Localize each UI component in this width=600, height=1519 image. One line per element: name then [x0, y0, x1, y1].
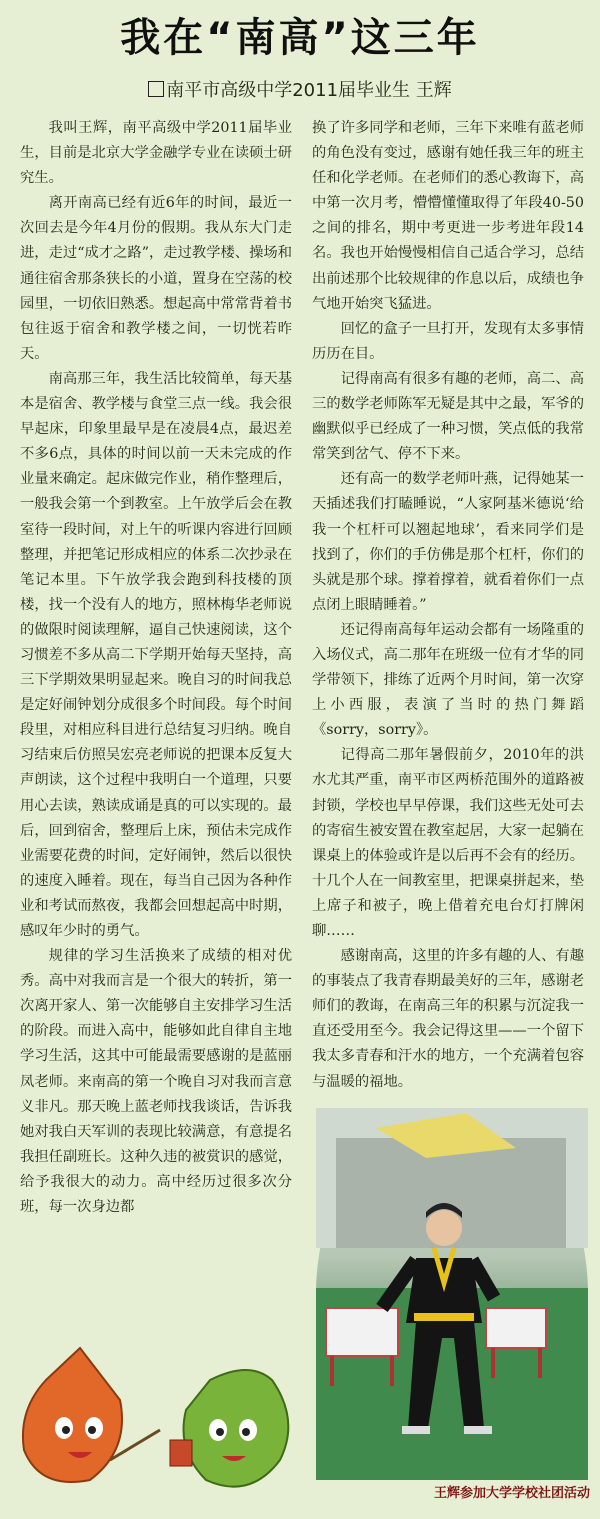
leaf-mascots-icon — [10, 1340, 310, 1510]
paragraph: 还有高一的数学老师叶燕，记得她某一天插述我们打瞌睡说，“人家阿基米德说‘给我一个杠杆可以翘起地球’，看来同学们是找到了，你们的手仿佛是那个杠杆，你们的头就是那个球。撑着撑着，就看着你们一点点闭上眼睛睡着。” — [312, 471, 584, 613]
event-photo — [316, 1108, 588, 1480]
article-title: 我在“南高”这三年 — [120, 15, 480, 61]
paragraph: 我叫王辉，南平高级中学2011届毕业生，目前是北京大学金融学专业在读硕士研究生。 — [20, 120, 292, 187]
byline — [0, 76, 600, 102]
paragraph: 还记得南高每年运动会都有一场隆重的入场仪式，高二那年在班级一位有才华的同学带领下，排练了近两个月时间，第一次穿上小西服，表演了当时的热门舞蹈《sorry，sorry》。 — [312, 621, 584, 739]
paragraph: 回忆的盒子一旦打开，发现有太多事情历历在目。 — [312, 320, 584, 362]
paragraph: 记得高二那年暑假前夕，2010年的洪水尤其严重，南平市区两桥范围外的道路被封锁，学校也早早停课，我们这些无处可去的寄宿生被安置在教室起居，大家一起躺在课桌上的体验或许是以后再不会有的经历。十几个人在一间教室里，把课桌拼起来，垫上席子和被子，晚上借着充电台灯打牌闲聊…… — [312, 747, 584, 939]
photo-caption: 王辉参加大学学校社团活动 — [433, 1486, 590, 1501]
paragraph: 南高那三年，我生活比较简单，每天基本是宿舍、教学楼与食堂三点一线。我会很早起床，印象里最早是在凌晨4点，最迟差不多6点，具体的时间以前一天未完成的作业量来确定。起床做完作业，稍作整理后，一般我会第一个到教室。上午放学后会在教室待一段时间，对上午的听课内容进行回顾整理，并把笔记形成相应的体系二次抄录在笔记本里。下午放学我会跑到科技楼的顶楼，找一个没有人的地方，照林梅华老师说的做限时阅读理解，逼自己快速阅读，这个习惯差不多从高二下学期开始每天坚持，高三下学期效果明显起来。晚自习的时间我总是定好闹钟划分成很多个时间段。每个时间段里，对相应科目进行总结复习归纳。晚自习结束后仿照吴宏亮老师说的把课本反复大声朗读，这个过程中我明白一个道理，只要用心去读，熟读成诵是真的可以实现的。最后，回到宿舍，整理后上床，预估未完成作业需要花费的时间，定好闹钟，然后以很快的速度入睡着。现在，每当自己因为各种作业和考试而熬夜，我都会回想起高中时期，感叹年少时的勇气。 — [20, 370, 292, 939]
paragraph: 感谢南高，这里的许多有趣的人、有趣的事装点了我青春期最美好的三年，感谢老师们的教诲，在南高三年的积累与沉淀我一直还受用至今。我会记得这里——一个留下我太多青春和汗水的地方，一个充满着包容与温暖的福地。 — [312, 948, 584, 1090]
square-bullet-icon — [148, 81, 164, 97]
mascot-illustration — [10, 1340, 310, 1510]
paragraph: 规律的学习生活换来了成绩的相对优秀。高中对我而言是一个很大的转折，第一次离开家人、第一次能够自主安排学习生活的阶段。而进入高中，能够如此自律自主地学习生活，这其中可能最需要感谢的是蓝丽凤老师。来南高的第一个晚自习对我而言意义非凡。那天晚上蓝老师找我谈话，告诉我她对我白天军训的表现比较满意，有意提名我担任副班长。这种久违的被赏识的感觉，给予我很大的动力。高中经历过很多次分班，每一次身边都 — [20, 948, 292, 1216]
paragraph: 换了许多同学和老师，三年下来唯有蓝老师的角色没有变过，感谢有她任我三年的班主任和化学老师。在老师们的悉心教诲下，高中第一次月考，懵懵懂懂取得了年段40-50之间的排名，期中考更进一步考进年段14名。我也开始慢慢相信自己适合学习，总结出前述那个比较规律的作息以后，成绩也争气地开始突飞猛进。 — [312, 120, 584, 312]
right-column — [312, 116, 584, 1090]
paragraph: 离开南高已经有近6年的时间，最近一次回去是今年4月份的假期。我从东大门走进，走过“成才之路”，走过教学楼、操场和通往宿舍那条狭长的小道，置身在空荡的校园里，一切依旧熟悉。想起高中常常背着书包往返于宿舍和教学楼之间，一切恍若昨天。 — [20, 195, 292, 362]
photo-illustration — [316, 1108, 588, 1480]
left-column — [20, 116, 292, 1220]
paragraph: 记得南高有很多有趣的老师，高二、高三的数学老师陈军无疑是其中之最，军爷的幽默似乎已经成了一种习惯，笑点低的我常常笑到岔气、停不下来。 — [312, 370, 584, 463]
byline-text: 南平市高级中学2011届毕业生 王辉 — [166, 80, 452, 101]
